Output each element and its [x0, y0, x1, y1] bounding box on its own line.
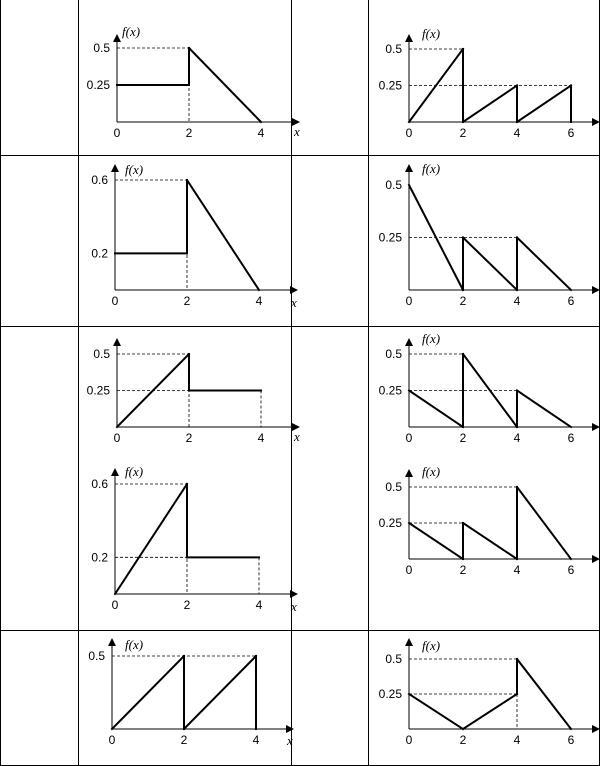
plot-f-y-tick-0: 0.25: [378, 383, 402, 398]
plot-g-x-label: x: [291, 599, 297, 614]
plot-e-y-tick-1: 0.5: [93, 347, 110, 361]
plot-b-y-tick-0: 0.25: [378, 78, 402, 93]
plot-h-segment-0: [409, 523, 463, 559]
plot-d-y-tick-1: 0.5: [385, 178, 402, 192]
plot-f-y-arrow-icon: [405, 338, 413, 346]
plot-i-y-tick-0: 0.5: [88, 649, 105, 663]
plot-e-x-tick-2: 4: [257, 431, 265, 445]
plot-g-y-tick-1: 0.6: [91, 477, 108, 491]
plot-b-y-arrow-icon: [405, 34, 413, 42]
plot-f-x-arrow-icon: [592, 423, 600, 431]
plot-h-y-label: f(x): [422, 464, 441, 479]
plot-g-x-arrow-icon: [290, 590, 298, 598]
plot-d-x-tick-3: 6: [567, 294, 575, 308]
plot-d-y-label: f(x): [422, 161, 441, 176]
plot-h-segment-4: [517, 487, 571, 559]
plot-c-y-tick-1: 0.6: [91, 173, 108, 187]
plot-c-x-tick-origin: 0: [111, 294, 119, 308]
plot-j-x-tick-3: 6: [567, 733, 575, 747]
plot-g-x-tick-2: 4: [255, 598, 263, 612]
plot-g-x-tick-origin: 0: [111, 598, 119, 612]
plot-a-x-tick-origin: 0: [113, 126, 121, 140]
plot-g-y-arrow-icon: [111, 468, 119, 476]
plot-a-x-label: x: [294, 124, 300, 139]
plot-c-y-tick-0: 0.2: [91, 246, 108, 261]
plot-b-x-tick-origin: 0: [405, 126, 413, 140]
plot-b-y-tick-1: 0.5: [385, 42, 402, 56]
plot-c-x-arrow-icon: [290, 286, 298, 294]
plot-c-y-arrow-icon: [111, 164, 119, 172]
plot-i-segment-0: [112, 656, 184, 729]
plot-e-x-tick-origin: 0: [113, 431, 121, 445]
plot-a-x-tick-1: 2: [185, 126, 193, 140]
plot-a-y-arrow-icon: [113, 34, 121, 42]
plot-a-segment-2: [189, 48, 261, 122]
plot-c-x-tick-1: 2: [183, 294, 191, 308]
plot-f-x-tick-3: 6: [567, 431, 575, 445]
plot-g-y-label: f(x): [125, 464, 144, 479]
plot-i-x-tick-1: 2: [180, 733, 188, 747]
plot-h-y-tick-0: 0.25: [378, 516, 402, 530]
plot-h-x-tick-2: 4: [513, 563, 521, 577]
plot-j-x-tick-2: 4: [513, 733, 521, 747]
plot-d-y-arrow-icon: [405, 164, 413, 172]
plot-h-x-arrow-icon: [592, 555, 600, 563]
plot-j-y-label: f(x): [422, 638, 441, 653]
plot-i-x-tick-2: 4: [252, 733, 260, 747]
plot-d-x-tick-2: 4: [513, 294, 521, 308]
plot-c-x-label: x: [291, 295, 297, 310]
plot-j-x-tick-origin: 0: [405, 733, 413, 747]
plot-h-y-tick-1: 0.5: [385, 480, 402, 494]
plot-b-x-tick-3: 6: [567, 126, 575, 140]
plot-h-x-tick-origin: 0: [405, 563, 413, 577]
plot-j-y-arrow-icon: [405, 638, 413, 646]
plot-a-y-label: f(x): [122, 24, 141, 39]
plot-i-y-label: f(x): [125, 637, 144, 652]
plot-f-x-tick-origin: 0: [405, 431, 413, 445]
plot-h-x-tick-3: 6: [567, 563, 575, 577]
plot-g-segment-0: [115, 484, 187, 594]
plot-b-x-tick-2: 4: [513, 126, 521, 140]
plot-i-x-arrow-icon: [286, 725, 294, 733]
plot-b-x-arrow-icon: [592, 118, 600, 126]
plot-a-y-tick-1: 0.5: [93, 41, 110, 55]
plot-e-x-tick-1: 2: [185, 431, 193, 445]
plot-f-y-tick-1: 0.5: [385, 347, 402, 361]
plot-i-y-arrow-icon: [108, 638, 116, 646]
plot-j-segment-0: [409, 694, 463, 729]
plot-b-segment-2: [463, 86, 517, 123]
plot-e-y-tick-0: 0.25: [86, 383, 110, 398]
plot-d-y-tick-0: 0.25: [378, 230, 402, 245]
plot-h-y-arrow-icon: [405, 469, 413, 477]
plot-i-segment-2: [184, 656, 256, 729]
plot-h-x-tick-1: 2: [459, 563, 467, 577]
plot-g-y-tick-0: 0.2: [91, 550, 108, 565]
plot-f-x-tick-2: 4: [513, 431, 521, 445]
plot-j-x-arrow-icon: [592, 725, 600, 733]
plot-h-segment-2: [463, 523, 517, 559]
plot-d-x-tick-origin: 0: [405, 294, 413, 308]
plot-d-segment-2: [463, 238, 517, 291]
plot-e-x-label: x: [294, 429, 300, 444]
plot-b-segment-4: [517, 86, 571, 123]
plot-d-x-tick-1: 2: [459, 294, 467, 308]
plot-f-segment-0: [409, 391, 463, 428]
plot-e-y-arrow-icon: [113, 338, 121, 346]
plot-j-segment-3: [517, 659, 571, 729]
plot-i-x-tick-origin: 0: [108, 733, 116, 747]
plot-j-y-tick-1: 0.5: [385, 652, 402, 666]
plot-j-segment-1: [463, 694, 517, 729]
plot-f-y-label: f(x): [422, 331, 441, 346]
plot-c-segment-2: [187, 180, 259, 290]
plot-d-x-arrow-icon: [592, 286, 600, 294]
plot-a-x-tick-2: 4: [257, 126, 265, 140]
plot-i-x-label: x: [287, 733, 293, 748]
plot-b-y-label: f(x): [422, 26, 441, 41]
plot-f-x-tick-1: 2: [459, 431, 467, 445]
plot-g-x-tick-1: 2: [183, 598, 191, 612]
plot-c-y-label: f(x): [125, 162, 144, 177]
plot-a-y-tick-0: 0.25: [86, 78, 110, 92]
plot-d-segment-4: [517, 238, 571, 291]
plot-j-x-tick-1: 2: [459, 733, 467, 747]
plot-f-segment-4: [517, 391, 571, 428]
plot-j-y-tick-0: 0.25: [378, 687, 402, 701]
plot-b-x-tick-1: 2: [459, 126, 467, 140]
plot-c-x-tick-2: 4: [255, 294, 263, 308]
